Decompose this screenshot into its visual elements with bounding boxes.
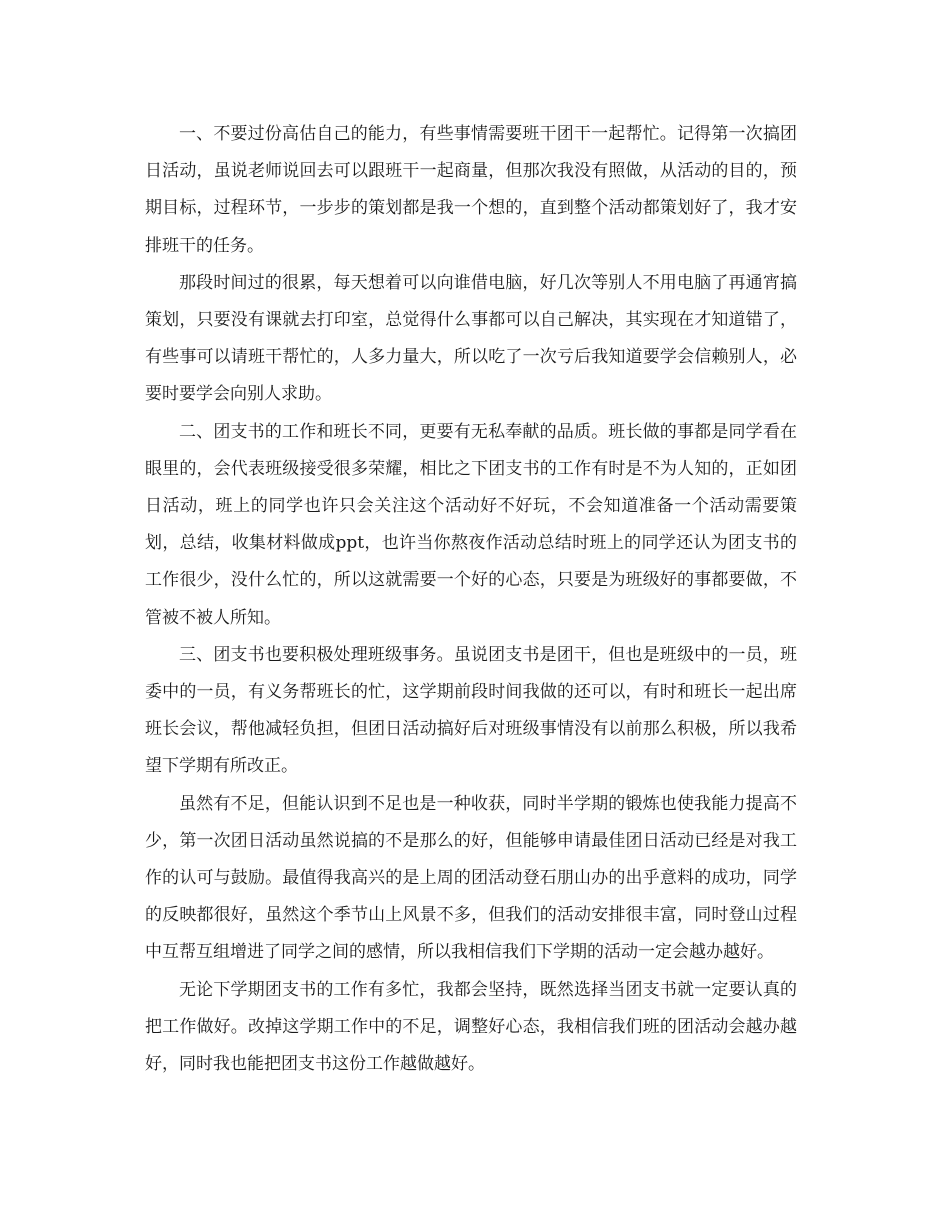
document-body	[145, 116, 797, 1083]
paragraph-1: 一、不要过份高估自己的能力，有些事情需要班干团干一起帮忙。记得第一次搞团日活动，虽说老师说回去可以跟班干一起商量，但那次我没有照做，从活动的目的，预期目标，过程环节，一步步的策划都是我一个想的，直到整个活动都策划好了，我才安排班干的任务。	[145, 124, 797, 256]
paragraph-2: 那段时间过的很累，每天想着可以向谁借电脑，好几次等别人不用电脑了再通宵搞策划，只要没有课就去打印室，总觉得什么事都可以自己解决，其实现在才知道错了，有些事可以请班干帮忙的，人多力量大，所以吃了一次亏后我知道要学会信赖别人，必要时要学会向别人求助。	[145, 272, 797, 405]
paragraph-5: 虽然有不足，但能认识到不足也是一种收获，同时半学期的锻炼也使我能力提高不少，第一次团日活动虽然说搞的不是那么的好，但能够申请最佳团日活动已经是对我工作的认可与鼓励。最值得我高兴的是上周的团活动登石朋山办的出乎意料的成功，同学的反映都很好，虽然这个季节山上风景不多，但我们的活动安排很丰富，同时登山过程中互帮互组增进了同学之间的感情，所以我相信我们下学期的活动一定会越办越好。	[145, 793, 797, 963]
paragraph-3: 二、团支书的工作和班长不同，更要有无私奉献的品质。班长做的事都是同学看在眼里的，会代表班级接受很多荣耀，相比之下团支书的工作有时是不为人知的，正如团日活动，班上的同学也许只会关注这个活动好不好玩，不会知道准备一个活动需要策划，总结，收集材料做成ppt，也许当你熬夜作活动总结时班上的同学还认为团支书的工作很少，没什么忙的，所以这就需要一个好的心态，只要是为班级好的事都要做，不管被不被人所知。	[145, 421, 797, 628]
paragraph-4: 三、团支书也要积极处理班级事务。虽说团支书是团干，但也是班级中的一员，班委中的一员，有义务帮班长的忙，这学期前段时间我做的还可以，有时和班长一起出席班长会议，帮他减轻负担，但团日活动搞好后对班级事情没有以前那么积极，所以我希望下学期有所改正。	[145, 644, 797, 777]
paragraph-6: 无论下学期团支书的工作有多忙，我都会坚持，既然选择当团支书就一定要认真的把工作做好。改掉这学期工作中的不足，调整好心态，我相信我们班的团活动会越办越好，同时我也能把团支书这份工作越做越好。	[145, 979, 797, 1075]
